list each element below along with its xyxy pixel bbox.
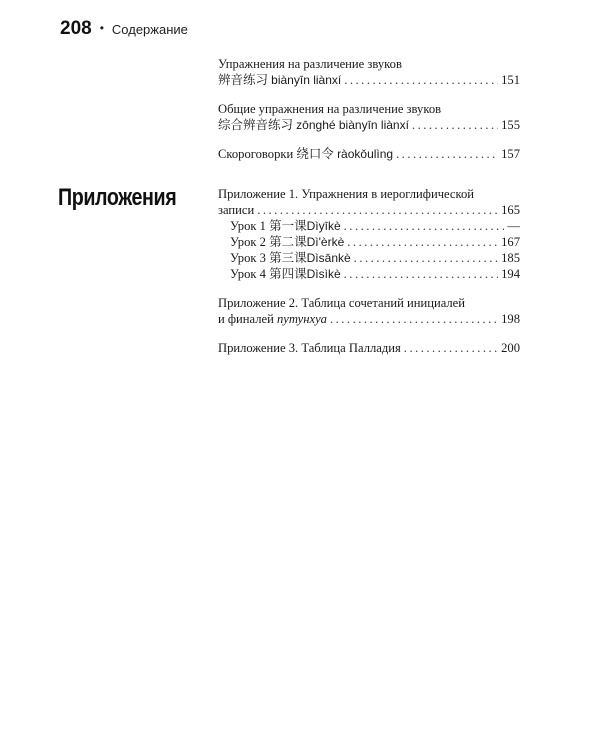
toc-entry-title-cont: и финалей	[218, 312, 274, 326]
dot-leader	[354, 250, 498, 266]
dot-leader	[412, 117, 498, 133]
dot-leader	[330, 311, 498, 327]
running-header	[60, 18, 188, 40]
toc-entry-pinyin: ràokǒulìng	[337, 147, 394, 161]
toc-entry-sound-discrimination[interactable]	[218, 56, 520, 88]
running-title: Содержание	[111, 22, 188, 37]
page-number: 208	[60, 18, 92, 39]
toc-entry-title: Приложение 1. Упражнения в иероглифической	[218, 187, 475, 201]
toc-entry-title: Приложение 2. Таблица сочетаний инициалей	[218, 296, 466, 310]
lesson-pinyin: Dì'èrkè	[306, 235, 345, 249]
toc-entry-italic-term: путунхуа	[277, 312, 327, 326]
toc-entry-appendix-2[interactable]	[218, 295, 520, 327]
toc-page-number: 165	[501, 203, 520, 217]
toc-page-number: 198	[501, 312, 520, 326]
toc-page-number: 185	[501, 251, 520, 265]
dot-leader	[344, 218, 505, 234]
dot-leader	[404, 340, 498, 356]
toc-page-number: 200	[501, 341, 520, 355]
toc-entry-hanzi: 综合辨音练习	[218, 117, 294, 132]
toc-subentry-lesson-3[interactable]	[218, 250, 520, 266]
lesson-hanzi: 第三课	[269, 250, 307, 265]
toc-appendix-section	[218, 186, 520, 356]
toc-entry-general-sound-discrimination[interactable]	[218, 101, 520, 133]
toc-entry-title: Общие упражнения на различение звуков	[218, 102, 442, 116]
dot-leader	[396, 146, 498, 162]
toc-entry-pinyin: zōnghé biànyīn liànxí	[296, 118, 409, 132]
dot-leader	[344, 266, 498, 282]
toc-entry-pinyin: biànyīn liànxí	[271, 73, 342, 87]
lesson-hanzi: 第四课	[269, 266, 307, 281]
lesson-label: Урок 1	[230, 219, 266, 233]
lesson-pinyin: Dìyīkè	[306, 219, 341, 233]
toc-subentry-lesson-2[interactable]	[218, 234, 520, 250]
lesson-hanzi: 第一课	[269, 218, 307, 233]
lesson-pinyin: Dìsānkè	[306, 251, 351, 265]
toc-page-number: 167	[501, 235, 520, 249]
toc-entry-hanzi: 绕口令	[296, 146, 334, 161]
toc-top-section	[218, 56, 520, 162]
toc-subentry-lesson-4[interactable]	[218, 266, 520, 282]
toc-page-number: 194	[501, 267, 520, 281]
toc-subentry-lesson-1[interactable]	[218, 218, 520, 234]
header-separator: •	[99, 21, 104, 35]
toc-entry-title: Упражнения на различение звуков	[218, 57, 402, 71]
toc-page-number: 157	[501, 147, 520, 161]
dot-leader	[347, 234, 498, 250]
lesson-pinyin: Dìsìkè	[306, 267, 341, 281]
toc-page-number: —	[507, 219, 520, 233]
dot-leader	[344, 72, 498, 88]
toc-entry-appendix-3[interactable]	[218, 340, 520, 356]
lesson-hanzi: 第二课	[269, 234, 307, 249]
lesson-label: Урок 2	[230, 235, 266, 249]
toc-page-number: 151	[501, 73, 520, 87]
toc-entry-appendix-1[interactable]	[218, 186, 520, 282]
toc-page-number: 155	[501, 118, 520, 132]
appendix-heading: Приложения	[58, 184, 177, 211]
lesson-label: Урок 4	[230, 267, 266, 281]
lesson-label: Урок 3	[230, 251, 266, 265]
toc-entry-title-cont: записи	[218, 203, 255, 217]
toc-entry-tongue-twisters[interactable]	[218, 146, 520, 162]
toc-entry-title: Приложение 3. Таблица Палладия	[218, 341, 401, 355]
toc-entry-hanzi: 辨音练习	[218, 72, 269, 87]
dot-leader	[257, 202, 498, 218]
toc-entry-title: Скороговорки	[218, 147, 294, 161]
